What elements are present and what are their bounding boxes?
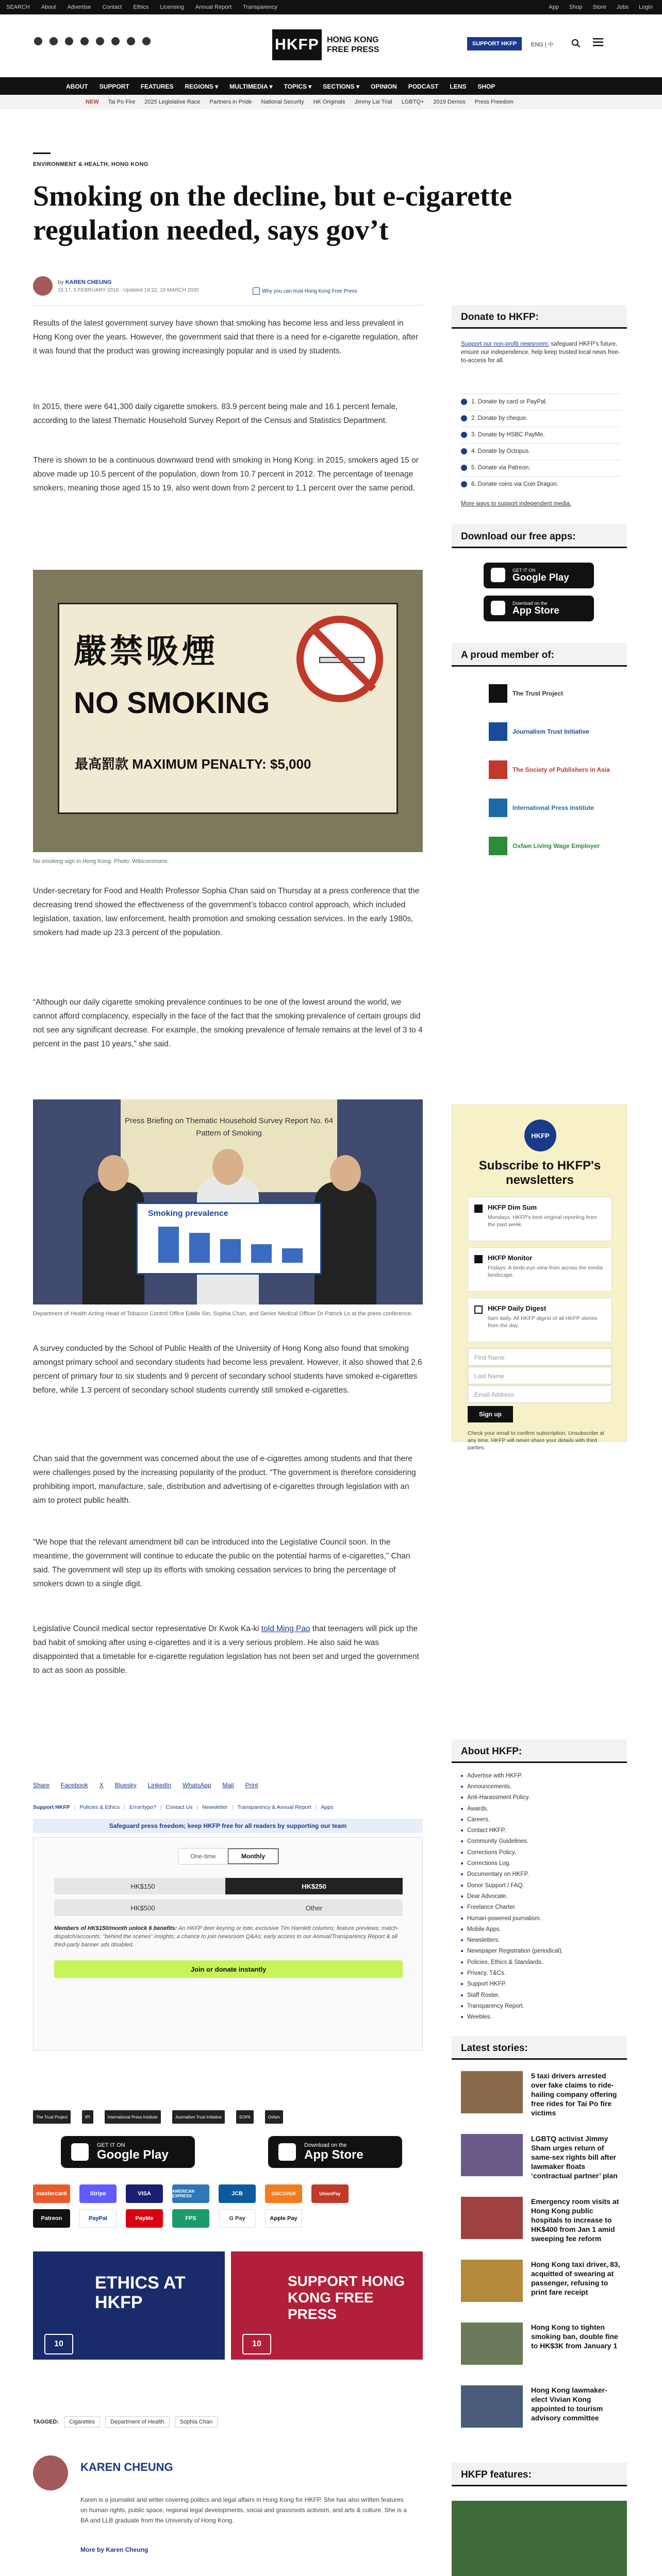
author-avatar[interactable] xyxy=(33,2455,68,2490)
about-link[interactable]: Documentary on HKFP. xyxy=(461,1869,621,1880)
promo-badge: 10 xyxy=(242,2334,271,2354)
instagram-icon[interactable] xyxy=(65,37,73,45)
stripe-icon: Stripe xyxy=(79,2184,117,2203)
sopa-icon xyxy=(489,760,507,779)
patreon-icon: Patreon xyxy=(33,2209,70,2228)
latest-story[interactable] xyxy=(461,2134,621,2196)
tags xyxy=(33,2416,218,2428)
story-thumbnail xyxy=(461,2385,523,2428)
hamburger-menu-icon[interactable] xyxy=(593,38,603,46)
store-line: App Store xyxy=(512,605,559,616)
no-smoking-icon xyxy=(296,616,383,702)
article-category[interactable]: ENVIRONMENT & HEALTH, HONG KONG xyxy=(33,161,148,167)
author-link[interactable]: KAREN CHEUNG xyxy=(65,279,112,285)
nav-item[interactable]: SUPPORT xyxy=(99,83,129,90)
feature-image xyxy=(452,2501,627,2576)
about-link[interactable]: Transparency Report. xyxy=(461,2001,621,2011)
backdrop-text: Press Briefing on Thematic Household Survey Report No. 64 Pattern of Smoking xyxy=(124,1116,334,1138)
article-paragraph: There is shown to be a continuous downward trend with smoking in Hong Kong: in 2015, smokers aged 15 or above made up 10.5 percent of the population, down from 10.7 percent in 2012. The percentage of teenage smokers, meaning those aged 15 to 19, also went down from 2 percent to 1.1 percent over the same period. xyxy=(33,456,419,493)
trending-link[interactable]: 2025 Legislative Race xyxy=(144,99,201,105)
article-paragraph: Results of the latest government survey have shown that smoking has become less and less prevalent in Hong Kong over the years. However, the government said that there is a need for e-cigarette regulation, after it was found that the product was growing increasingly popular and is used by students. xyxy=(33,319,419,355)
utility-link[interactable]: App xyxy=(549,4,559,10)
apple-icon xyxy=(491,601,505,615)
newsletter-title: HKFP Dim Sum xyxy=(488,1204,537,1211)
newsletter-desc: Mondays. HKFP's best original reporting from the past week. xyxy=(488,1214,597,1228)
about-link[interactable]: Newspaper Registration (periodical). xyxy=(461,1946,621,1957)
donation-box xyxy=(33,1837,423,2050)
last-name-input[interactable]: Last Name xyxy=(468,1367,612,1384)
app-store-badge[interactable] xyxy=(268,2136,402,2168)
about-link[interactable]: Corrections Log. xyxy=(461,1858,621,1869)
donate-option-label: 5. Donate via Patreon. xyxy=(471,464,531,471)
app-store-badge[interactable] xyxy=(484,596,594,621)
patreon-icon xyxy=(461,465,467,471)
newsletter-desc: Fridays. A birds-eye view from across the media landscape. xyxy=(488,1265,603,1278)
article-title: Smoking on the decline, but e-cigarette regulation needed, says gov’t xyxy=(33,180,512,246)
donate-option[interactable] xyxy=(461,394,621,409)
trust-icon xyxy=(253,287,260,295)
author-avatar[interactable] xyxy=(33,276,53,296)
logo-line: HONG KONG xyxy=(327,36,379,44)
nav-item[interactable]: SECTIONS ▾ xyxy=(323,83,360,90)
about-link[interactable]: Anti-Harassment Policy. xyxy=(461,1792,621,1803)
facebook-icon[interactable] xyxy=(34,37,42,45)
about-link[interactable]: Support HKFP. xyxy=(461,1979,621,1990)
youtube-icon[interactable] xyxy=(80,37,89,45)
checkbox[interactable] xyxy=(474,1306,483,1314)
store-line: App Store xyxy=(304,2148,363,2162)
trending-link[interactable]: LGBTQ+ xyxy=(401,99,424,105)
about-link[interactable]: Donor Support / FAQ. xyxy=(461,1880,621,1891)
partner-logo: Journalism Trust Initiative xyxy=(172,2110,225,2124)
utility-link[interactable]: Contact xyxy=(102,4,122,10)
octopus-icon xyxy=(461,448,467,454)
policy-link[interactable]: Policies & Ethics xyxy=(79,1804,120,1810)
share-bar xyxy=(33,1782,258,1789)
newsletter-option[interactable] xyxy=(468,1247,612,1292)
partner-logo: Oxfam xyxy=(265,2110,284,2124)
discover-icon: DISCOVER xyxy=(265,2184,302,2203)
story-title: 5 taxi drivers arrested over fake claims to ride-hailing company offering free rides for Tai Po fire victims xyxy=(531,2072,617,2117)
ipi-icon xyxy=(489,799,507,817)
partner-logo: IPI xyxy=(82,2110,93,2124)
search-icon[interactable] xyxy=(571,39,581,48)
newsletter-note: Check your email to confirm subscription. Unsubscribe at any time. HKFP will never share your details with third parties. xyxy=(468,1430,604,1451)
utility-link[interactable]: Store xyxy=(592,4,606,10)
store-line: Google Play xyxy=(97,2148,169,2162)
more-ways-link[interactable]: More ways to support independent media. xyxy=(461,501,572,507)
member-logo[interactable] xyxy=(489,759,610,780)
author-name[interactable]: KAREN CHEUNG xyxy=(80,2461,173,2473)
latest-story[interactable] xyxy=(461,2385,621,2447)
story-thumbnail xyxy=(461,2260,523,2302)
store-line: GET IT ON xyxy=(97,2142,125,2148)
checkbox-checked[interactable] xyxy=(474,1205,483,1213)
apple-icon xyxy=(278,2143,296,2161)
text-run: that teenagers will pick up the bad habit of smoking after using e-cigarettes and it is a very serious problem. He also said he was disappointed that a timetable for e-cigarette regulation legislation has not been set and urged the government to act as soon as possible. xyxy=(33,1624,419,1675)
utility-link[interactable]: Shop xyxy=(569,4,583,10)
store-line: GET IT ON xyxy=(512,568,536,573)
share-facebook[interactable]: Facebook xyxy=(61,1782,88,1789)
board-bar xyxy=(282,1248,303,1263)
story-thumbnail xyxy=(461,2323,523,2365)
donate-option[interactable] xyxy=(461,460,621,475)
latest-story[interactable] xyxy=(461,2260,621,2321)
trust-link[interactable] xyxy=(253,287,357,295)
telegram-icon[interactable] xyxy=(111,37,120,45)
utility-link[interactable]: About xyxy=(41,4,56,10)
ming-pao-link[interactable]: told Ming Pao xyxy=(261,1624,310,1633)
story-thumbnail xyxy=(461,2197,523,2239)
nav-item[interactable]: REGIONS ▾ xyxy=(185,83,219,90)
donate-option[interactable] xyxy=(461,476,621,492)
article-paragraph: A survey conducted by the School of Public Health of the University of Hong Kong also found that smoking amongst primary school and secondary students had become less prevalent. However, it also showed that 2.6 percent of primary four to six students and 9 percent of secondary school students have smoked e-cigarettes before, while 1.3 percent of secondary school students currently still smoked e-cigarettes. xyxy=(33,1344,422,1395)
latest-story[interactable] xyxy=(461,2323,621,2384)
main-nav xyxy=(0,77,662,95)
donate-option[interactable] xyxy=(461,427,621,442)
photo-caption: No smoking sign in Hong Kong. Photo: Wikicommons. xyxy=(33,858,169,865)
first-name-input[interactable]: First Name xyxy=(468,1348,612,1366)
about-list xyxy=(461,1770,621,2023)
benefits-text: An HKFP deer keyring or tote; exclusive Tim Hamlett columns; feature previews; match-dispatch/accounts; "behind the scenes" insights; a chance to join newsroom Q&As; early access to our Annual/Transparency Report & all third-party banner ads disabled. xyxy=(54,1925,399,1948)
trending-link[interactable]: Tai Po Fire xyxy=(108,99,136,105)
trending-link[interactable]: Jimmy Lai Trial xyxy=(354,99,392,105)
payme-icon: PayMe xyxy=(126,2209,163,2228)
utility-link[interactable]: Annual Report xyxy=(195,4,232,10)
about-link[interactable]: Staff Roster. xyxy=(461,1990,621,2001)
fps-icon: FPS xyxy=(172,2209,209,2228)
share-mail[interactable]: Mail xyxy=(222,1782,234,1789)
about-link[interactable]: Awards. xyxy=(461,1803,621,1814)
coin-icon xyxy=(461,481,467,487)
tag[interactable]: Sophia Chan xyxy=(175,2416,218,2428)
nav-item[interactable]: LENS xyxy=(450,83,467,90)
member-logo[interactable] xyxy=(489,683,563,704)
site-header xyxy=(0,14,662,77)
card-icon xyxy=(461,399,467,405)
person-head xyxy=(212,1149,243,1185)
membership-benefits xyxy=(54,1924,403,1949)
partner-logo: International Press Institute xyxy=(105,2110,161,2124)
sidebar-heading: HKFP features: xyxy=(452,2463,627,2486)
trending-link[interactable]: National Security xyxy=(261,99,304,105)
text-run: Legislative Council medical sector representative Dr Kwok Ka-ki xyxy=(33,1624,261,1633)
nav-item[interactable]: ABOUT xyxy=(66,83,88,90)
email-input[interactable]: Email Address xyxy=(468,1385,612,1403)
sign-chinese-text: 嚴禁吸煙 xyxy=(74,633,218,671)
person-head xyxy=(98,1155,129,1191)
about-link[interactable]: Freelance Charter. xyxy=(461,1902,621,1913)
amount-option[interactable]: Other xyxy=(225,1900,403,1916)
date: 15:17, 5 FEBRUARY 2018 xyxy=(58,287,119,293)
byline xyxy=(33,276,445,297)
newsletter-option[interactable] xyxy=(468,1197,612,1241)
rss-icon[interactable] xyxy=(142,37,151,45)
store-line: Google Play xyxy=(512,572,569,583)
amount-option-selected[interactable]: HK$250 xyxy=(225,1878,403,1894)
story-title: LGBTQ activist Jimmy Sham urges return of same-sex rights bill after lawmaker floats ‘contractual partner’ plan xyxy=(531,2134,618,2180)
member-logo[interactable] xyxy=(489,721,589,742)
story-title: Emergency room visits at Hong Kong public hospitals to increase to HK$400 from Jan 1 amid sweeping fee reform xyxy=(531,2197,619,2243)
article-paragraph: “Although our daily cigarette smoking prevalence continues to be one of the lowest around the world, we cannot afford complacency, especially in the face of the fact that the smoking prevalence of certain groups did not see any significant decrease. For example, the smoking prevalence of female remains at the level of 3 to 4 percent in the past 10 years,” she said. xyxy=(33,998,423,1048)
story-thumbnail xyxy=(461,2134,523,2176)
checkbox-checked[interactable] xyxy=(474,1255,483,1263)
divider xyxy=(33,152,51,154)
utility-link[interactable]: Licensing xyxy=(160,4,184,10)
utility-link[interactable]: Login xyxy=(639,4,653,10)
frequency-one-time[interactable]: One-time xyxy=(190,1853,216,1860)
about-link[interactable]: Dear Advocate. xyxy=(461,1891,621,1902)
policy-link[interactable]: Contact Us xyxy=(166,1804,193,1810)
partner-logos xyxy=(33,2107,423,2127)
nav-item[interactable]: FEATURES xyxy=(140,83,174,90)
donate-option-label: 2. Donate by cheque. xyxy=(471,415,528,421)
newsletter-option[interactable] xyxy=(468,1298,612,1342)
tag[interactable]: Department of Health xyxy=(105,2416,170,2428)
board-bar xyxy=(220,1239,241,1263)
latest-story[interactable] xyxy=(461,2071,621,2133)
policy-links: Support HKFP | Policies & Ethics | Error/typo? | Contact Us | Newsletter | Transparency & Annual Report | Apps xyxy=(33,1804,334,1810)
frequency-monthly[interactable]: Monthly xyxy=(228,1849,278,1864)
policy-link[interactable]: Support HKFP xyxy=(33,1804,70,1810)
donate-intro-link[interactable]: Support our non-profit newsroom: xyxy=(461,341,550,347)
trust-label: Why you can trust Hong Kong Free Press xyxy=(262,288,357,294)
apple-pay-icon: Apple Pay xyxy=(265,2209,302,2228)
no-smoking-photo xyxy=(33,570,423,852)
share-print[interactable]: Print xyxy=(245,1782,258,1789)
member-name: International Press Institute xyxy=(512,804,594,811)
person-figure xyxy=(82,1182,144,1304)
utility-link[interactable]: Ethics xyxy=(133,4,149,10)
linkedin-icon[interactable] xyxy=(96,37,104,45)
member-name: The Society of Publishers in Asia xyxy=(512,766,610,773)
about-link[interactable]: Policies, Ethics & Standards. xyxy=(461,1957,621,1968)
donate-option-label: 3. Donate by HSBC PayMe. xyxy=(471,431,545,438)
policy-link[interactable]: Error/typo? xyxy=(129,1804,156,1810)
nav-item[interactable]: OPINION xyxy=(371,83,397,90)
donate-option[interactable] xyxy=(461,410,621,426)
amex-icon: AMERICAN EXPRESS xyxy=(172,2184,209,2203)
google-play-icon xyxy=(491,568,505,582)
visa-icon: VISA xyxy=(126,2184,163,2203)
share-bluesky[interactable]: Bluesky xyxy=(114,1782,137,1789)
policy-link[interactable]: Newsletter xyxy=(202,1804,228,1810)
site-logo[interactable] xyxy=(272,26,389,64)
policy-link[interactable]: Transparency & Annual Report xyxy=(237,1804,311,1810)
newsletter-heading: Subscribe to HKFP's newsletters xyxy=(478,1159,601,1187)
donate-option-label: 1. Donate by card or PayPal. xyxy=(471,398,548,405)
updated-date: Updated 19:22, 15 MARCH 2020 xyxy=(123,287,199,293)
amount-option[interactable]: HK$150 xyxy=(54,1878,231,1894)
logo-line: FREE PRESS xyxy=(327,45,379,54)
person-head xyxy=(330,1155,361,1191)
newsletter-title: HKFP Monitor xyxy=(488,1254,533,1262)
amount-option[interactable]: HK$500 xyxy=(54,1900,231,1916)
about-link[interactable]: Newsletters. xyxy=(461,1935,621,1945)
store-line: Download on the xyxy=(304,2142,347,2148)
jcb-icon: JCB xyxy=(219,2184,256,2203)
member-name: The Trust Project xyxy=(512,690,564,697)
nav-item[interactable]: TOPICS ▾ xyxy=(284,83,312,90)
presentation-board xyxy=(136,1202,322,1275)
trust-project-icon xyxy=(489,684,507,703)
about-link[interactable]: Community Guidelines. xyxy=(461,1836,621,1847)
by-prefix: by xyxy=(58,279,64,285)
sidebar-heading: Donate to HKFP: xyxy=(452,305,627,329)
promo-title: SUPPORT HONG KONG FREE PRESS xyxy=(288,2273,405,2322)
share-label: Share xyxy=(33,1782,50,1789)
utility-link[interactable]: SEARCH xyxy=(6,4,30,10)
tags-label: TAGGED: xyxy=(33,2419,59,2425)
ethics-promo-banner[interactable] xyxy=(33,2251,225,2360)
language-switch[interactable]: ENG | 中 xyxy=(531,42,554,48)
story-title: Hong Kong taxi driver, 83, acquitted of swearing at passenger, refusing to print fare receipt xyxy=(531,2260,620,2296)
paypal-icon: PayPal xyxy=(79,2209,117,2228)
benefits-heading: Members of HK$150/month unlock 6 benefits: xyxy=(54,1925,177,1931)
utility-link[interactable]: Advertise xyxy=(67,4,91,10)
board-bar xyxy=(251,1244,272,1263)
utility-link[interactable]: Jobs xyxy=(616,4,629,10)
promo-badge: 10 xyxy=(44,2334,73,2354)
member-name: Oxfam Living Wage Employer xyxy=(512,842,600,850)
new-badge: NEW xyxy=(86,99,99,105)
sidebar-heading: Download our free apps: xyxy=(452,524,627,548)
payment-methods xyxy=(33,2184,423,2234)
bluesky-icon[interactable] xyxy=(127,37,135,45)
press-conference-photo xyxy=(33,1099,423,1304)
nav-item[interactable]: PODCAST xyxy=(408,83,439,90)
google-play-badge[interactable] xyxy=(61,2136,195,2168)
utility-bar xyxy=(0,0,662,14)
board-title: Smoking prevalence xyxy=(148,1209,228,1218)
author-bio: Karen is a journalist and writer covering politics and legal affairs in Hong Kong for HKFP. She has also written features on human rights, public space, regional legal developments, social and grassroots activism, and arts & culture. She is a BA and LLB graduate from the University of Hong Kong. xyxy=(80,2496,407,2524)
trending-bar xyxy=(0,95,662,109)
article-paragraph xyxy=(33,1622,423,1677)
donate-option-label: 4. Donate by Octopus. xyxy=(471,448,531,454)
sidebar-heading: About HKFP: xyxy=(452,1739,627,1763)
article-paragraph: “We hope that the relevant amendment bill can be introduced into the Legislative Council soon. In the meantime, the government will continue to educate the public on the potential harms of e-cigarettes,” Chan said. The government will step up its efforts with smoking cessation services to bring the percentage of smokers down to a single digit. xyxy=(33,1538,410,1588)
more-by-author-link[interactable]: More by Karen Cheung xyxy=(80,2546,148,2553)
promo-title: ETHICS AT HKFP xyxy=(95,2273,186,2312)
no-smoking-sign xyxy=(58,603,398,814)
member-name: Journalism Trust Initiative xyxy=(512,728,589,735)
mastercard-icon: mastercard xyxy=(33,2184,70,2203)
article-paragraph: Chan said that the government was concerned about the use of e-cigarettes among students and that there were challenges posed by the increasing popularity of the product. “The government is therefore considering prohibiting import, manufacture, sale, distribution and advertising of e-cigarettes through legislation with an aim to protect public health. xyxy=(33,1454,416,1505)
author-line xyxy=(58,279,112,285)
about-link[interactable]: Human-powered journalism. xyxy=(461,1913,621,1924)
signup-button[interactable]: Sign up xyxy=(468,1406,513,1422)
share-x[interactable]: X xyxy=(99,1782,104,1789)
trending-link[interactable]: 2019 Demos xyxy=(433,99,466,105)
about-link[interactable]: Contact HKFP. xyxy=(461,1825,621,1836)
board-bar xyxy=(158,1227,179,1263)
member-logo[interactable] xyxy=(489,798,594,818)
board-bar xyxy=(189,1233,210,1263)
partner-logo: SOPA xyxy=(236,2110,254,2124)
google-play-badge[interactable] xyxy=(484,563,594,588)
support-promo-banner[interactable] xyxy=(231,2251,423,2360)
newsletter-signup xyxy=(452,1105,627,1451)
divider xyxy=(33,305,423,306)
member-logo[interactable] xyxy=(489,836,600,856)
cheque-icon xyxy=(461,415,467,421)
trending-link[interactable]: Partners in Pride xyxy=(209,99,252,105)
about-link[interactable]: Advertise with HKFP. xyxy=(461,1770,621,1781)
frequency-toggle xyxy=(178,1848,279,1865)
partner-logo: The Trust Project xyxy=(33,2110,71,2124)
store-line: Download on the xyxy=(512,601,548,606)
feature-story[interactable] xyxy=(452,2501,627,2576)
about-link[interactable]: Corrections Policy. xyxy=(461,1847,621,1858)
google-play-icon xyxy=(71,2143,89,2161)
donate-option-label: 6. Donate coins via Coin Dragon. xyxy=(471,481,558,487)
trending-link[interactable]: HK Originals xyxy=(313,99,345,105)
story-title: Hong Kong to tighten smoking ban, double fine to HK$3K from January 1 xyxy=(531,2323,618,2350)
social-links xyxy=(34,37,151,45)
nav-item[interactable]: MULTIMEDIA ▾ xyxy=(229,83,273,90)
trending-link[interactable]: Press Freedom xyxy=(474,99,514,105)
oxfam-icon xyxy=(489,837,507,855)
unionpay-icon: UnionPay xyxy=(311,2184,349,2203)
article-paragraph: In 2015, there were 641,300 daily cigarette smokers. 83.9 percent being male and 16.1 percent female, according to the latest Thematic Household Survey Report of the Census and Statistics Department. xyxy=(33,402,398,425)
google-pay-icon: G Pay xyxy=(219,2209,256,2228)
nav-item[interactable]: SHOP xyxy=(477,83,495,90)
logo-mark: HKFP xyxy=(272,29,322,60)
donate-intro xyxy=(461,340,621,365)
join-donate-button[interactable]: Join or donate instantly xyxy=(54,1960,403,1978)
about-link[interactable]: Mobile Apps. xyxy=(461,1924,621,1935)
support-hkfp-button[interactable]: SUPPORT HKFP xyxy=(467,37,522,50)
x-icon[interactable] xyxy=(49,37,58,45)
article-paragraph: Under-secretary for Food and Health Professor Sophia Chan said on Thursday at a press conference that the decreasing trend showed the effectiveness of the government’s tobacco control approach, which included legislation, taxation, law enforcement, health promotion and smoking cessation services. In the early 1980s, smokers had made up 23.3 percent of the population. xyxy=(33,887,420,937)
publish-date: 15:17, 5 FEBRUARY 2018 · Updated 19:22, 15 MARCH 2020 xyxy=(58,287,199,293)
newsletter-title: HKFP Daily Digest xyxy=(488,1304,547,1312)
jti-icon xyxy=(489,722,507,741)
sign-penalty-text: 最高罰款 MAXIMUM PENALTY: $5,000 xyxy=(75,756,311,772)
sign-english-text: NO SMOKING xyxy=(74,686,270,720)
about-link[interactable]: Careers. xyxy=(461,1814,621,1825)
payme-icon xyxy=(461,432,467,438)
policy-link[interactable]: Apps xyxy=(321,1804,334,1810)
newsletter-badge: HKFP xyxy=(524,1120,556,1151)
share-linkedin[interactable]: LinkedIn xyxy=(147,1782,172,1789)
share-whatsapp[interactable]: WhatsApp xyxy=(183,1782,211,1789)
latest-story[interactable] xyxy=(461,2197,621,2259)
story-title: Hong Kong lawmaker-elect Vivian Kong appointed to tourism advisory committee xyxy=(531,2386,607,2422)
donate-intro-text: safeguard HKFP's future, ensure our independence, help keep trusted local news free-to-access for all. xyxy=(461,341,620,364)
newsletter-desc: 9am daily. All HKFP digest of all HKFP stories from the day. xyxy=(488,1315,598,1329)
about-link[interactable]: Announcements. xyxy=(461,1781,621,1792)
sidebar-heading: Latest stories: xyxy=(452,2036,627,2060)
story-thumbnail xyxy=(461,2071,523,2113)
tag[interactable]: Cigarettes xyxy=(64,2416,100,2428)
about-link[interactable]: Privacy, T&Cs. xyxy=(461,1968,621,1978)
person-figure xyxy=(315,1182,376,1304)
donate-option[interactable] xyxy=(461,443,621,459)
utility-link[interactable]: Transparency xyxy=(243,4,277,10)
about-link[interactable]: Weebles. xyxy=(461,2012,621,2023)
safeguard-banner[interactable]: Safeguard press freedom; keep HKFP free for all readers by supporting our team xyxy=(33,1819,423,1833)
sidebar-heading: A proud member of: xyxy=(452,643,627,667)
photo-caption: Department of Health Acting Head of Tobacco Control Office Eddie Sin, Sophia Chan, and Senior Medical Officer Dr Patrick Lo at the press conference. xyxy=(33,1311,413,1317)
logo-text xyxy=(327,35,379,55)
